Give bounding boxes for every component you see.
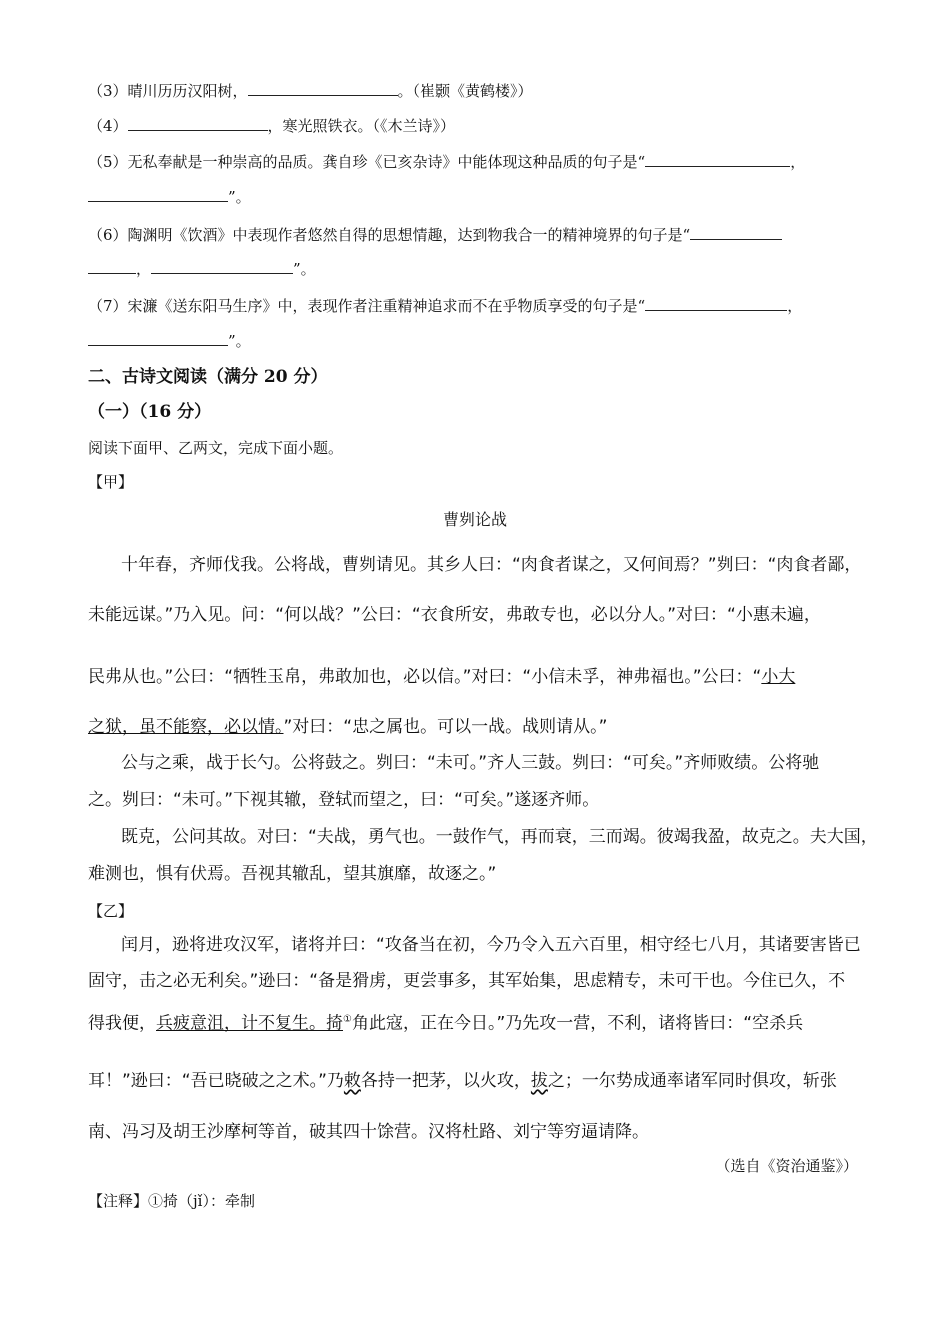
footnote: 【注释】①掎（jǐ）：牵制 <box>88 1192 255 1210</box>
question-4 <box>88 115 455 137</box>
question-7-text: （7）宋濂《送东阳马生序》中，表现作者注重精神追求而不在乎物质享受的句子是“ <box>88 297 646 315</box>
answer-blank[interactable] <box>88 330 228 346</box>
yi-line-4 <box>88 1069 837 1093</box>
yi-label: 【乙】 <box>88 902 134 920</box>
jia-line-4 <box>88 715 607 739</box>
jia-line-2: 未能远谋。”乃入见。问：“何以战？”公曰：“衣食所安，弗敢专也，必以分人。”对曰：“小惠未遍， <box>88 605 821 625</box>
jia-line-4-text: ”对曰：“忠之属也。可以一战。战则请从。” <box>283 717 608 737</box>
question-5-text: （5）无私奉献是一种崇高的品质。龚自珍《已亥杂诗》中能体现这种品质的句子是“ <box>88 153 646 171</box>
source-citation: （选自《资治通鉴》） <box>715 1157 858 1175</box>
yi-line-2: 固守，击之必无利矣。”逊曰：“备是猾虏，更尝事多，其军始集，思虑精专，未可干也。今住已久，不 <box>88 971 846 991</box>
question-3-source: 。（崔颢《黄鹤楼》） <box>397 82 533 100</box>
answer-blank[interactable] <box>645 151 790 167</box>
question-6 <box>88 224 782 246</box>
comma: ， <box>790 153 806 171</box>
answer-blank[interactable] <box>645 295 787 311</box>
answer-blank[interactable] <box>88 186 228 202</box>
wavy-marked-char: 敕 <box>343 1071 361 1091</box>
underlined-sentence: 之狱，虽不能察，必以情。 <box>88 717 284 737</box>
answer-blank[interactable] <box>128 115 268 131</box>
yi-line-3-rest: 角此寇，正在今日。”乃先攻一营，不利，诸将皆曰：“空杀兵 <box>351 1013 804 1034</box>
answer-blank[interactable] <box>151 258 293 274</box>
question-3 <box>88 80 533 102</box>
footnote-marker: ① <box>343 1014 352 1025</box>
jia-line-7: 既克，公问其故。对曰：“夫战，勇气也。一鼓作气，再而衰，三而竭。彼竭我盈，故克之。夫大国， <box>121 827 878 847</box>
close-quote: ”。 <box>228 188 251 206</box>
instruction: 阅读下面甲、乙两文，完成下面小题。 <box>88 439 344 457</box>
question-7 <box>88 295 802 317</box>
jia-line-6: 之。刿曰：“未可。”下视其辙，登轼而望之，曰：“可矣。”遂逐齐师。 <box>88 790 600 810</box>
yi-line-4-text: 耳！”逊曰：“吾已晓破之之术。”乃 <box>88 1071 344 1091</box>
jia-line-8: 难测也，惧有伏焉。吾视其辙乱，望其旗靡，故逐之。” <box>88 864 497 884</box>
question-7-cont <box>88 330 251 352</box>
yi-line-4-rest: 之；一尔势成通率诸军同时俱攻，斩张 <box>547 1071 837 1091</box>
underlined-sentence: 兵疲意沮，计不复生。 <box>156 1013 326 1034</box>
comma: ， <box>136 260 152 278</box>
wavy-marked-char: 拔 <box>530 1071 548 1091</box>
question-5 <box>88 151 805 173</box>
close-quote: ”。 <box>228 332 251 350</box>
question-6-cont <box>88 258 316 280</box>
annotated-char: 掎 <box>326 1013 343 1034</box>
jia-line-3-text: 民弗从也。”公曰：“牺牲玉帛，弗敢加也，必以信。”对曰：“小信未孚，神弗福也。”公曰：“ <box>88 667 762 687</box>
part-title: （一）（16 分） <box>88 402 212 422</box>
jia-line-5: 公与之乘，战于长勺。公将鼓之。刿曰：“未可。”齐人三鼓。刿曰：“可矣。”齐师败绩。公将驰 <box>121 753 820 773</box>
yi-line-5: 南、冯习及胡王沙摩柯等首，破其四十馀营。汉将杜路、刘宁等穷逼请降。 <box>88 1122 649 1142</box>
close-quote: ”。 <box>293 260 316 278</box>
question-5-cont <box>88 186 251 208</box>
question-4-number: （4） <box>88 117 128 135</box>
answer-blank[interactable] <box>690 224 782 240</box>
question-3-text: （3）晴川历历汉阳树， <box>88 82 248 100</box>
jia-line-1: 十年春，齐师伐我。公将战，曹刿请见。其乡人曰：“肉食者谋之，又何间焉？”刿曰：“肉食者鄙， <box>121 555 862 575</box>
jia-label: 【甲】 <box>88 473 134 491</box>
comma: ， <box>787 297 803 315</box>
yi-line-4-mid: 各持一把茅，以火攻， <box>360 1071 531 1091</box>
yi-line-1: 闰月，逊将进攻汉军，诸将并曰：“攻备当在初，今乃令入五六百里，相守经七八月，其诸要害皆已 <box>121 935 861 955</box>
passage-title: 曹刿论战 <box>442 510 507 529</box>
question-4-text: ，寒光照铁衣。（《木兰诗》） <box>267 117 456 135</box>
answer-blank[interactable] <box>248 80 398 96</box>
section-title: 二、古诗文阅读（满分 20 分） <box>88 367 328 387</box>
yi-line-3-text: 得我便， <box>88 1013 156 1034</box>
yi-line-3 <box>88 1008 803 1036</box>
jia-line-3 <box>88 665 795 689</box>
question-6-text: （6）陶渊明《饮酒》中表现作者悠然自得的思想情趣，达到物我合一的精神境界的句子是“ <box>88 226 691 244</box>
underlined-sentence: 小大 <box>761 667 796 687</box>
answer-blank[interactable] <box>88 258 136 274</box>
